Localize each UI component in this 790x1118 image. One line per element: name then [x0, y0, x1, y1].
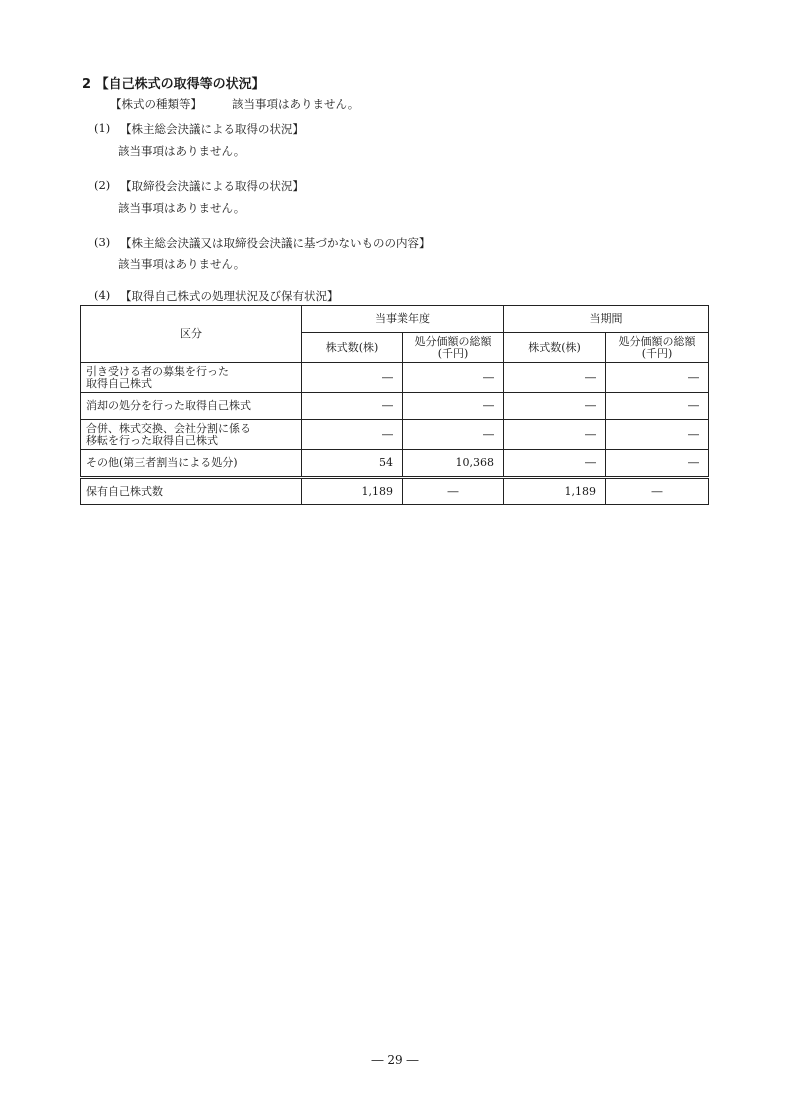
current-shares-cell: ―	[302, 420, 403, 450]
interim-amount-cell: ―	[606, 450, 709, 478]
row-label	[81, 420, 302, 450]
category-header: 区分	[81, 306, 302, 363]
item-1-body: 該当事項はありません。	[118, 144, 246, 158]
table-section-number: (4)	[94, 288, 111, 302]
row-label: 消却の処分を行った取得自己株式	[81, 393, 302, 420]
current-amount-cell: ―	[403, 420, 504, 450]
total-label: 保有自己株式数	[81, 478, 302, 505]
current-shares-cell: ―	[302, 393, 403, 420]
total-current-amount: ―	[403, 478, 504, 505]
amount-header-line2: (千円)	[641, 346, 673, 360]
table-row	[81, 450, 709, 478]
row-label-line1: 合併、株式交換、会社分割に係る	[86, 421, 251, 435]
row-label: その他(第三者割当による処分)	[81, 450, 302, 478]
treasury-stock-table	[80, 305, 709, 505]
item-1-title: 【株主総会決議による取得の状況】	[120, 122, 304, 136]
item-2-title: 【取締役会決議による取得の状況】	[120, 179, 304, 193]
table-row	[81, 393, 709, 420]
interim-shares-cell: ―	[504, 393, 606, 420]
row-label-line2: 移転を行った取得自己株式	[86, 433, 218, 447]
total-interim-amount: ―	[606, 478, 709, 505]
interim-amount-cell: ―	[606, 420, 709, 450]
current-shares-cell: ―	[302, 363, 403, 393]
interim-shares-header: 株式数(株)	[504, 333, 606, 363]
stock-type-value: 該当事項はありません。	[232, 97, 360, 111]
interim-shares-cell: ―	[504, 420, 606, 450]
current-amount-header	[403, 333, 504, 363]
interim-amount-header	[606, 333, 709, 363]
table-section-title: 【取得自己株式の処理状況及び保有状況】	[120, 289, 339, 303]
total-interim-shares: 1,189	[504, 478, 606, 505]
stock-type-label: 【株式の種類等】	[110, 97, 202, 111]
item-3-body: 該当事項はありません。	[118, 257, 246, 271]
current-period-header: 当事業年度	[302, 306, 504, 333]
current-amount-cell: ―	[403, 393, 504, 420]
total-current-shares: 1,189	[302, 478, 403, 505]
row-label-line1: 引き受ける者の募集を行った	[86, 364, 229, 378]
row-label	[81, 363, 302, 393]
interim-period-header: 当期間	[504, 306, 709, 333]
table-row	[81, 363, 709, 393]
interim-amount-cell: ―	[606, 393, 709, 420]
item-3-number: (3)	[94, 235, 111, 249]
amount-header-line1: 処分価額の総額	[414, 334, 492, 348]
current-amount-cell: 10,368	[403, 450, 504, 478]
item-1-number: (1)	[94, 121, 111, 135]
table-row	[81, 420, 709, 450]
amount-header-line1: 処分価額の総額	[618, 334, 696, 348]
item-3-title: 【株主総会決議又は取締役会決議に基づかないものの内容】	[120, 236, 431, 250]
interim-shares-cell: ―	[504, 363, 606, 393]
current-shares-header: 株式数(株)	[302, 333, 403, 363]
total-row	[81, 478, 709, 505]
row-label-line2: 取得自己株式	[86, 376, 152, 390]
item-2-number: (2)	[94, 178, 111, 192]
item-2-body: 該当事項はありません。	[118, 201, 246, 215]
current-amount-cell: ―	[403, 363, 504, 393]
current-shares-cell: 54	[302, 450, 403, 478]
amount-header-line2: (千円)	[437, 346, 469, 360]
section-heading: 2 【自己株式の取得等の状況】	[82, 77, 265, 92]
page-number: ― 29 ―	[371, 1053, 419, 1067]
interim-shares-cell: ―	[504, 450, 606, 478]
interim-amount-cell: ―	[606, 363, 709, 393]
